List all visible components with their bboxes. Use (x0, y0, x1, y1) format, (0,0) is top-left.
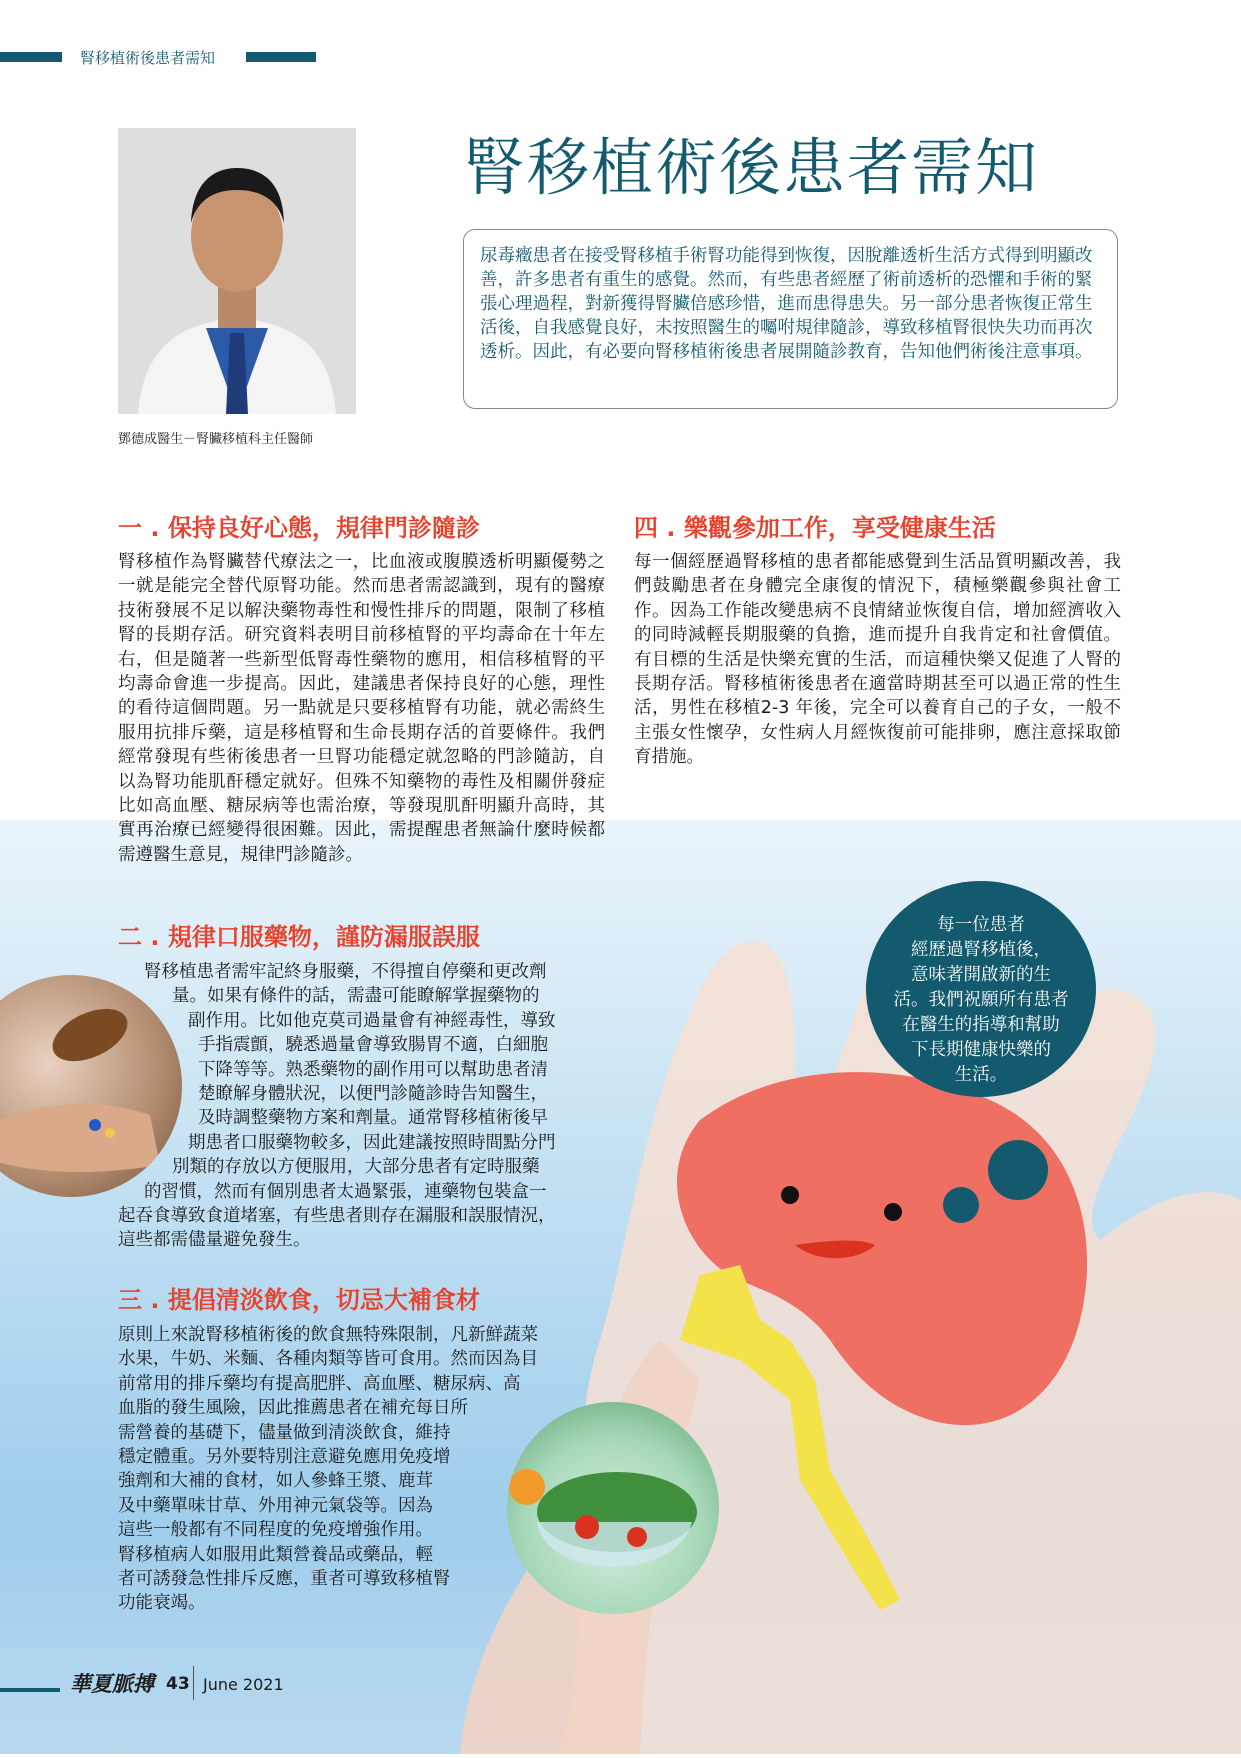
section-2-line: 副作用。比如他克莫司過量會有神經毒性，導致 (188, 1010, 556, 1031)
section-2-line: 這些都需儘量避免發生。 (118, 1230, 311, 1251)
section-2-heading: 二 . 規律口服藥物，謹防漏服誤服 (118, 923, 480, 951)
section-3-line: 及中藥單味甘草、外用神元氣袋等。因為 (118, 1495, 433, 1516)
section-2-line: 期患者口服藥物較多，因此建議按照時間點分門 (188, 1132, 556, 1153)
quote-line: 在醫生的指導和幫助 (902, 1015, 1060, 1035)
orange (509, 1469, 545, 1505)
salad-photo (507, 1402, 719, 1614)
quote-line: 活。我們祝願所有患者 (893, 990, 1069, 1010)
section-3-line: 需營養的基礎下，儘量做到清淡飲食，維持 (118, 1422, 451, 1443)
page-number: 43 (166, 1674, 190, 1694)
section-3-line: 腎移植病人如服用此類營養品或藥品，輕 (118, 1544, 433, 1565)
section-2-line: 量。如果有條件的話，需盡可能瞭解掌握藥物的 (172, 986, 540, 1007)
running-header-title: 腎移植術後患者需知 (80, 49, 216, 67)
section-3-line: 水果，牛奶、米麵、各種肉類等皆可食用。然而因為目 (118, 1349, 538, 1370)
section-1-heading: 一 . 保持良好心態，規律門診隨診 (118, 514, 480, 542)
kidney-eye-left (781, 1186, 799, 1204)
section-2-line: 下降等等。熟悉藥物的副作用可以幫助患者清 (198, 1059, 548, 1080)
issue-date: June 2021 (203, 1675, 284, 1694)
quote-line: 意味著開啟新的生 (911, 965, 1051, 985)
intro-box: 尿毒癥患者在接受腎移植手術腎功能得到恢復，因脫離透析生活方式得到明顯改善，許多患者有重生的感覺。然而，有些患者經歷了術前透析的恐懼和手術的緊張心理過程，對新獲得腎臟倍感珍惜，進而患得患失。另一部分患者恢復正常生活後，自我感覺良好，未按照醫生的囑咐規律隨診，導致移植腎很快失功而再次透析。因此，有必要向腎移植術後患者展開隨診教育，告知他們術後注意事項。 (463, 229, 1118, 409)
section-3-line: 前常用的排斥藥均有提高肥胖、高血壓、糖尿病、高 (118, 1373, 521, 1394)
thought-dot-large (988, 1140, 1048, 1200)
quote-line: 經歷過腎移植後， (911, 940, 1051, 960)
header-bar-left (0, 52, 62, 62)
section-2-line: 楚瞭解身體狀況，以便門診隨診時告知醫生， (198, 1084, 548, 1105)
kidney-eye-right (884, 1203, 902, 1221)
salad-illustration (507, 1402, 719, 1614)
footer-separator (193, 1666, 194, 1700)
section-3-line: 這些一般都有不同程度的免疫增強作用。 (118, 1520, 433, 1541)
quote-line: 每一位患者 (937, 915, 1025, 935)
quote-line: 生活。 (954, 1065, 1008, 1085)
section-1-body: 腎移植作為腎臟替代療法之一，比血液或腹膜透析明顯優勢之一就是能完全替代原腎功能。然而患者需認識到，現有的醫療技術發展不足以解決藥物毒性和慢性排斥的問題，限制了移植腎的長期存活。研究資料表明目前移植腎的平均壽命在十年左右，但是隨著一些新型低腎毒性藥物的應用，相信移植腎的平均壽命會進一步提高。因此，建議患者保持良好的心態，理性的看待這個問題。另一點就是只要移植腎有功能，就必需終生服用抗排斥藥，這是移植腎和生命長期存活的首要條件。我們經常發現有些術後患者一旦腎功能穩定就忽略的門診隨訪，自以為腎功能肌酐穩定就好。但殊不知藥物的毒性及相關併發症比如高血壓、糖尿病等也需治療，等發現肌酐明顯升高時，其實再治療已經變得很困難。因此，需提醒患者無論什麼時候都需遵醫生意見，規律門診隨診。 (118, 552, 605, 865)
magazine-logo: 華夏脈搏 (70, 1671, 154, 1696)
section-2-line: 別類的存放以方便服用，大部分患者有定時服藥 (172, 1157, 540, 1178)
section-3-line: 功能衰竭。 (118, 1593, 206, 1614)
header-bar-right (246, 52, 316, 62)
footer-bar (0, 1688, 60, 1692)
section-2-body (118, 960, 605, 1253)
section-3-line: 原則上來說腎移植術後的飲食無特殊限制，凡新鮮蔬菜 (118, 1325, 538, 1345)
section-2-line: 及時調整藥物方案和劑量。通常腎移植術後早 (198, 1108, 548, 1129)
tomato (575, 1515, 599, 1539)
pill-yellow (105, 1128, 115, 1138)
page-title: 腎移植術後患者需知 (463, 131, 1040, 204)
section-2-line: 腎移植患者需牢記終身服藥，不得擅自停藥和更改劑 (144, 962, 547, 982)
thought-dot-small (943, 1187, 979, 1223)
glass-bowl (537, 1522, 692, 1567)
section-2-line: 起吞食導致食道堵塞，有些患者則存在漏服和誤服情況， (118, 1206, 556, 1227)
doctor-portrait (118, 128, 356, 414)
quote-bubble (866, 881, 1096, 1097)
portrait-caption: 鄧德成醫生－腎臟移植科主任醫師 (118, 432, 314, 447)
section-3-line: 血脂的發生風險，因此推薦患者在補充每日所 (118, 1398, 468, 1419)
doctor-portrait-illustration (118, 128, 356, 414)
quote-line: 下長期健康快樂的 (911, 1040, 1051, 1060)
section-3-heading: 三 . 提倡清淡飲食，切忌大補食材 (118, 1286, 480, 1314)
section-2-line: 的習慣，然而有個別患者太過緊張，連藥物包裝盒一 (144, 1181, 547, 1202)
section-3-line: 穩定體重。另外要特別注意避免應用免疫增 (118, 1447, 451, 1468)
tomato (627, 1527, 647, 1547)
section-3-line: 強劑和大補的食材，如人參蜂王漿、鹿茸 (118, 1471, 433, 1492)
section-4-body: 每一個經歷過腎移植的患者都能感覺到生活品質明顯改善，我們鼓勵患者在身體完全康復的情況下，積極樂觀參與社會工作。因為工作能改變患病不良情緒並恢復自信，增加經濟收入的同時減輕長期服藥的負擔，進而提升自我肯定和社會價值。有目標的生活是快樂充實的生活，而這種快樂又促進了人腎的長期存活。腎移植術後患者在適當時期甚至可以過正常的性生活，男性在移植2-3 年後，完全可以養育自己的子女，一般不主張女性懷孕，女性病人月經恢復前可能排卵，應注意採取節育措施。 (634, 552, 1121, 768)
pill-blue (89, 1119, 101, 1131)
section-3-line: 者可誘發急性排斥反應，重者可導致移植腎 (118, 1569, 451, 1590)
section-2-line: 手指震顫，驍悉過量會導致腸胃不適，白細胞 (198, 1035, 548, 1056)
section-4-heading: 四 . 樂觀參加工作，享受健康生活 (634, 514, 996, 542)
